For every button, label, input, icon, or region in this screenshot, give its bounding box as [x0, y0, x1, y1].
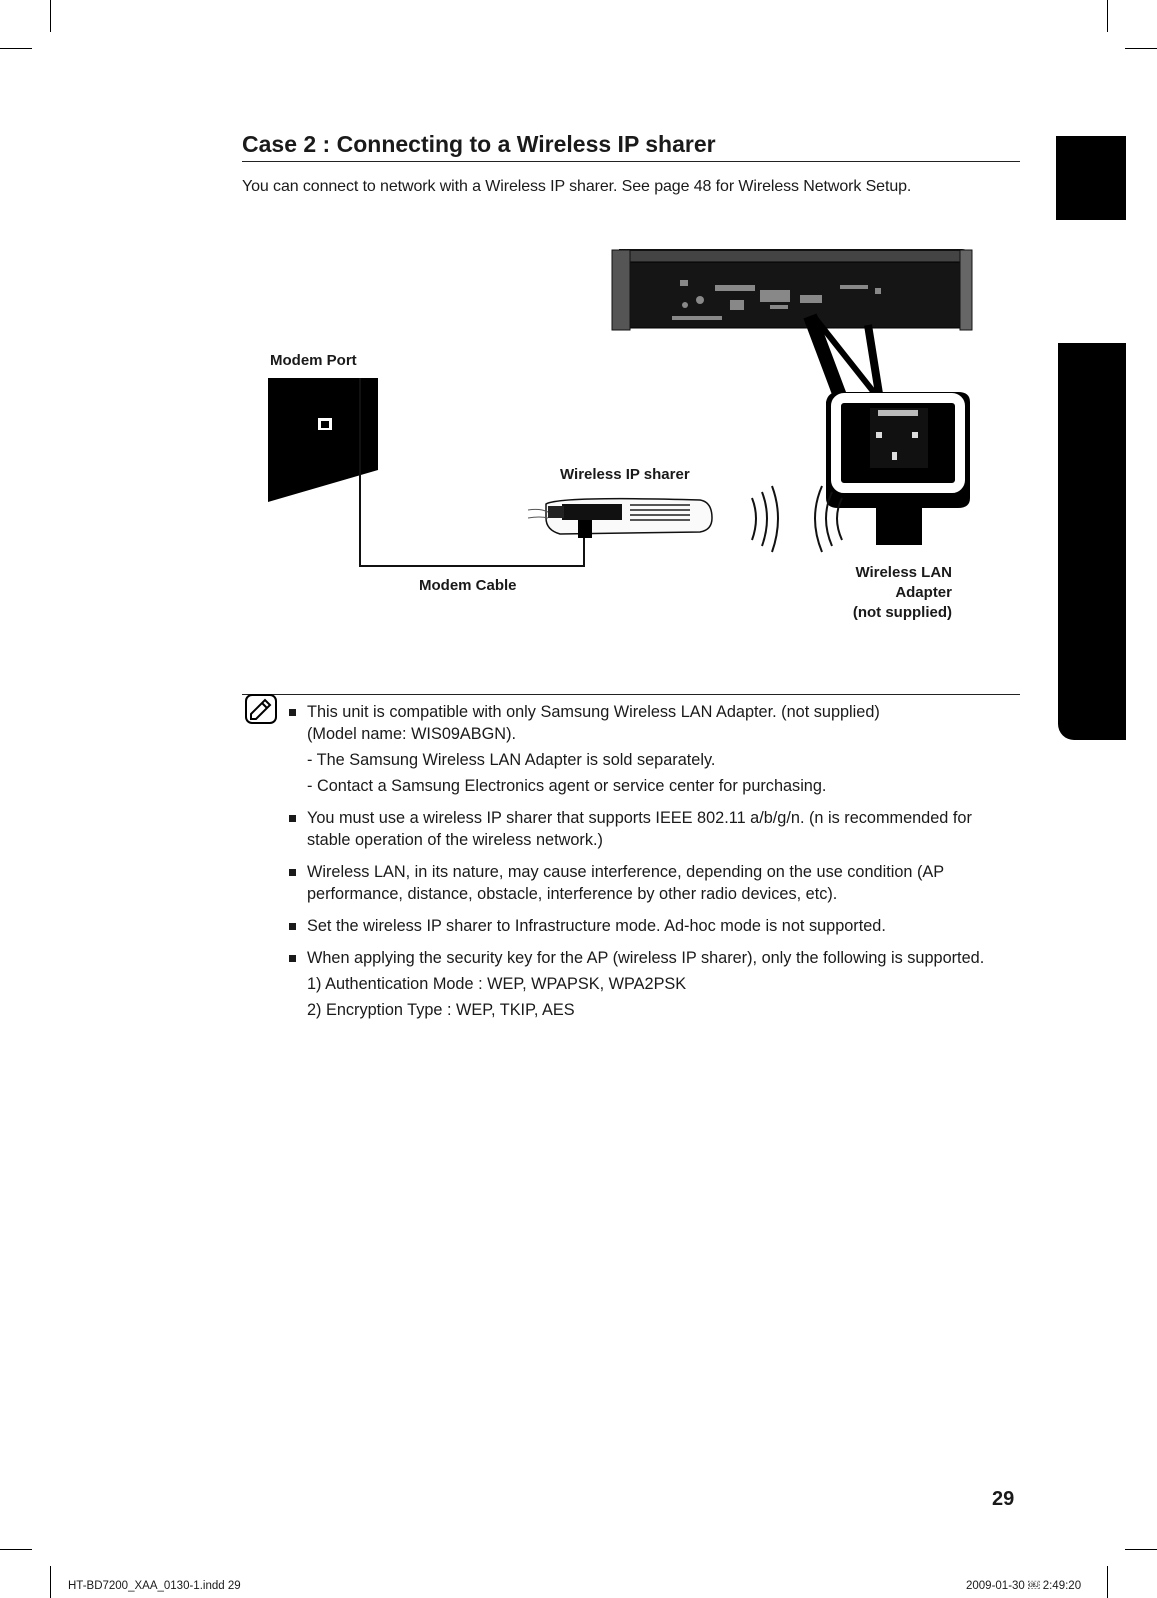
crop-mark [1107, 1566, 1108, 1598]
intro-text: You can connect to network with a Wireless IP sharer. See page 48 for Wireless Network Setup. [242, 178, 912, 195]
page-title: Case 2 : Connecting to a Wireless IP sharer [242, 131, 1020, 162]
note-subtext: - Contact a Samsung Electronics agent or service center for purchasing. [307, 777, 827, 795]
note-subtext: 1) Authentication Mode : WEP, WPAPSK, WPA2PSK [307, 975, 687, 993]
bullet-icon [289, 869, 296, 876]
notes-list [289, 701, 1019, 1031]
bullet-icon [289, 955, 296, 962]
modem-port-wall [268, 378, 378, 502]
note-text: You must use a wireless IP sharer that supports IEEE 802.11 a/b/g/n. (n is recommended for stable operation of the wireless network.) [307, 809, 972, 849]
footer-timestamp: 2009-01-30 ￼ 2:49:20 [966, 1580, 1082, 1592]
modem-port-label: Modem Port [270, 352, 357, 369]
note-text: This unit is compatible with only Samsung Wireless LAN Adapter. (not supplied) [307, 703, 880, 721]
notes-divider [242, 694, 1020, 695]
wireless-ip-sharer [528, 499, 712, 538]
bullet-icon [289, 923, 296, 930]
wlan-adapter-label-line: (not supplied) [852, 604, 952, 621]
home-theater-unit [612, 250, 972, 330]
wlan-adapter-label [800, 563, 952, 623]
wireless-ip-sharer-label: Wireless IP sharer [560, 466, 690, 483]
note-text: Set the wireless IP sharer to Infrastructure mode. Ad-hoc mode is not supported. [307, 917, 886, 935]
crop-mark [50, 1566, 51, 1598]
list-item [289, 947, 1019, 1021]
list-item [289, 701, 1019, 797]
note-subtext: 2) Encryption Type : WEP, TKIP, AES [307, 1001, 575, 1019]
crop-mark [1125, 1549, 1157, 1550]
note-pencil-icon [245, 694, 277, 724]
footer-file-info: HT-BD7200_XAA_0130-1.indd 29 [68, 1580, 241, 1592]
bullet-icon [289, 709, 296, 716]
page-number: 29 [992, 1488, 1015, 1510]
note-text: When applying the security key for the AP (wireless IP sharer), only the following is supported. [307, 949, 985, 967]
wlan-adapter-label-line: Adapter [895, 584, 952, 601]
bullet-icon [289, 815, 296, 822]
list-item [289, 915, 1019, 937]
crop-mark [0, 1549, 32, 1550]
note-subtext: - The Samsung Wireless LAN Adapter is sold separately. [307, 751, 716, 769]
connection-diagram [0, 0, 1157, 680]
note-text: (Model name: WIS09ABGN). [307, 725, 517, 743]
modem-cable-label: Modem Cable [419, 577, 517, 594]
note-text: Wireless LAN, in its nature, may cause interference, depending on the use condition (AP performance, distance, obstacle, interference by other radio devices, etc). [307, 863, 944, 903]
wlan-adapter-zoom [826, 392, 970, 545]
wlan-adapter-label-line: Wireless LAN [855, 564, 952, 581]
list-item [289, 861, 1019, 905]
list-item [289, 807, 1019, 851]
